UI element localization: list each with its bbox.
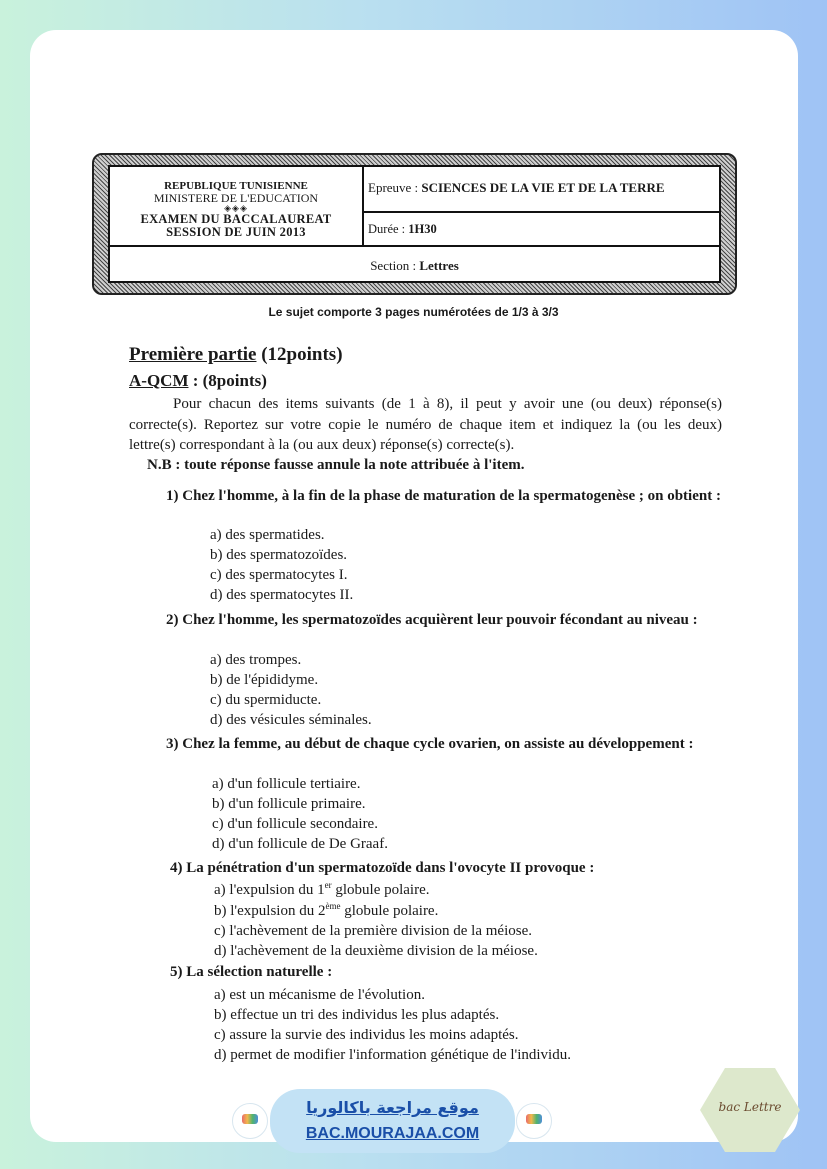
q2-option-b: b) de l'épididyme. (210, 672, 319, 688)
q3-option-c: c) d'un follicule secondaire. (212, 816, 378, 832)
site-logo-right-icon (516, 1103, 552, 1139)
q4-option-b-sup: ème (325, 901, 341, 911)
epreuve-label: Epreuve : (368, 180, 419, 195)
q1-option-d: d) des spermatocytes II. (210, 587, 354, 603)
qcm-title (129, 372, 267, 390)
part-title-text: Première partie (129, 344, 257, 365)
section-cell (110, 247, 719, 283)
site-logo-left-icon (232, 1103, 268, 1139)
section-label: Section : (370, 258, 417, 273)
epreuve-value: SCIENCES DE LA VIE ET DE LA TERRE (421, 180, 665, 195)
ornament: ◈◈◈ (224, 203, 248, 213)
exam-header-box (92, 153, 737, 295)
q4-option-a-pre: a) l'expulsion du 1 (214, 882, 325, 898)
footer-arabic-link[interactable]: موقع مراجعة باكالوريا (306, 1098, 479, 1117)
bac-lettre-badge-text: bac Lettre (718, 1100, 782, 1114)
q5-option-c: c) assure la survie des individus les moins adaptés. (214, 1027, 519, 1043)
qcm-instructions: Pour chacun des items suivants (de 1 à 8), il peut y avoir une (ou deux) réponse(s) correcte(s). Reportez sur votre copie le numéro de chaque item et indiquez la (ou les deux) lettre(s) correspondant à la (ou aux deux) réponse(s) correcte(s). (129, 396, 722, 453)
question-2-stem: 2) Chez l'homme, les spermatozoïdes acquièrent leur pouvoir fécondant au niveau : (166, 612, 698, 628)
q3-option-b: b) d'un follicule primaire. (212, 796, 366, 812)
question-5-stem: 5) La sélection naturelle : (170, 964, 333, 980)
ministry-block (110, 167, 364, 247)
q4-option-c: c) l'achèvement de la première division de la méiose. (214, 923, 532, 939)
q4-option-b (214, 902, 438, 920)
q4-option-a (214, 881, 430, 899)
exam-header-inner (108, 165, 721, 283)
q3-option-d: d) d'un follicule de De Graaf. (212, 836, 388, 852)
exam-label: EXAMEN DU BACCALAUREAT (140, 212, 332, 226)
qcm-points: : (8points) (192, 371, 267, 390)
section-value: Lettres (419, 258, 459, 273)
ministry-label: MINISTERE DE L'EDUCATION (153, 191, 319, 205)
q4-option-d: d) l'achèvement de la deuxième division de la méiose. (214, 943, 538, 959)
duree-cell (364, 213, 719, 247)
q5-option-d: d) permet de modifier l'information génétique de l'individu. (214, 1047, 571, 1063)
question-3-stem: 3) Chez la femme, au début de chaque cycle ovarien, on assiste au développement : (166, 736, 694, 752)
q4-option-a-post: globule polaire. (331, 882, 430, 898)
q5-option-a: a) est un mécanisme de l'évolution. (214, 987, 425, 1003)
part-points: (12points) (261, 344, 343, 365)
part-title (129, 346, 343, 364)
republic-label: REPUBLIQUE TUNISIENNE (164, 180, 308, 192)
footer-site-link[interactable]: BAC.MOURAJAA.COM (305, 1125, 480, 1142)
duree-value: 1H30 (408, 222, 437, 236)
q3-option-a: a) d'un follicule tertiaire. (212, 776, 361, 792)
question-4-stem: 4) La pénétration d'un spermatozoïde dans l'ovocyte II provoque : (170, 860, 595, 876)
epreuve-cell (364, 167, 719, 213)
q1-option-b: b) des spermatozoïdes. (210, 547, 348, 563)
q4-option-b-post: globule polaire. (340, 903, 439, 919)
q1-option-a: a) des spermatides. (210, 527, 325, 543)
question-1-stem: 1) Chez l'homme, à la fin de la phase de maturation de la spermatogenèse ; on obtient : (166, 488, 721, 504)
q2-option-c: c) du spermiducte. (210, 692, 322, 708)
q2-option-d: d) des vésicules séminales. (210, 712, 372, 728)
session-label: SESSION DE JUIN 2013 (166, 225, 306, 239)
q4-option-b-pre: b) l'expulsion du 2 (214, 903, 326, 919)
q2-option-a: a) des trompes. (210, 652, 302, 668)
qcm-nb: N.B : toute réponse fausse annule la note attribuée à l'item. (147, 457, 525, 473)
q5-option-b: b) effectue un tri des individus les plus adaptés. (214, 1007, 500, 1023)
qcm-title-text: A-QCM (129, 371, 189, 390)
q1-option-c: c) des spermatocytes I. (210, 567, 348, 583)
duree-label: Durée : (368, 222, 406, 236)
pages-note: Le sujet comporte 3 pages numérotées de 1/3 à 3/3 (268, 305, 559, 319)
q4-option-a-sup: er (324, 880, 332, 890)
